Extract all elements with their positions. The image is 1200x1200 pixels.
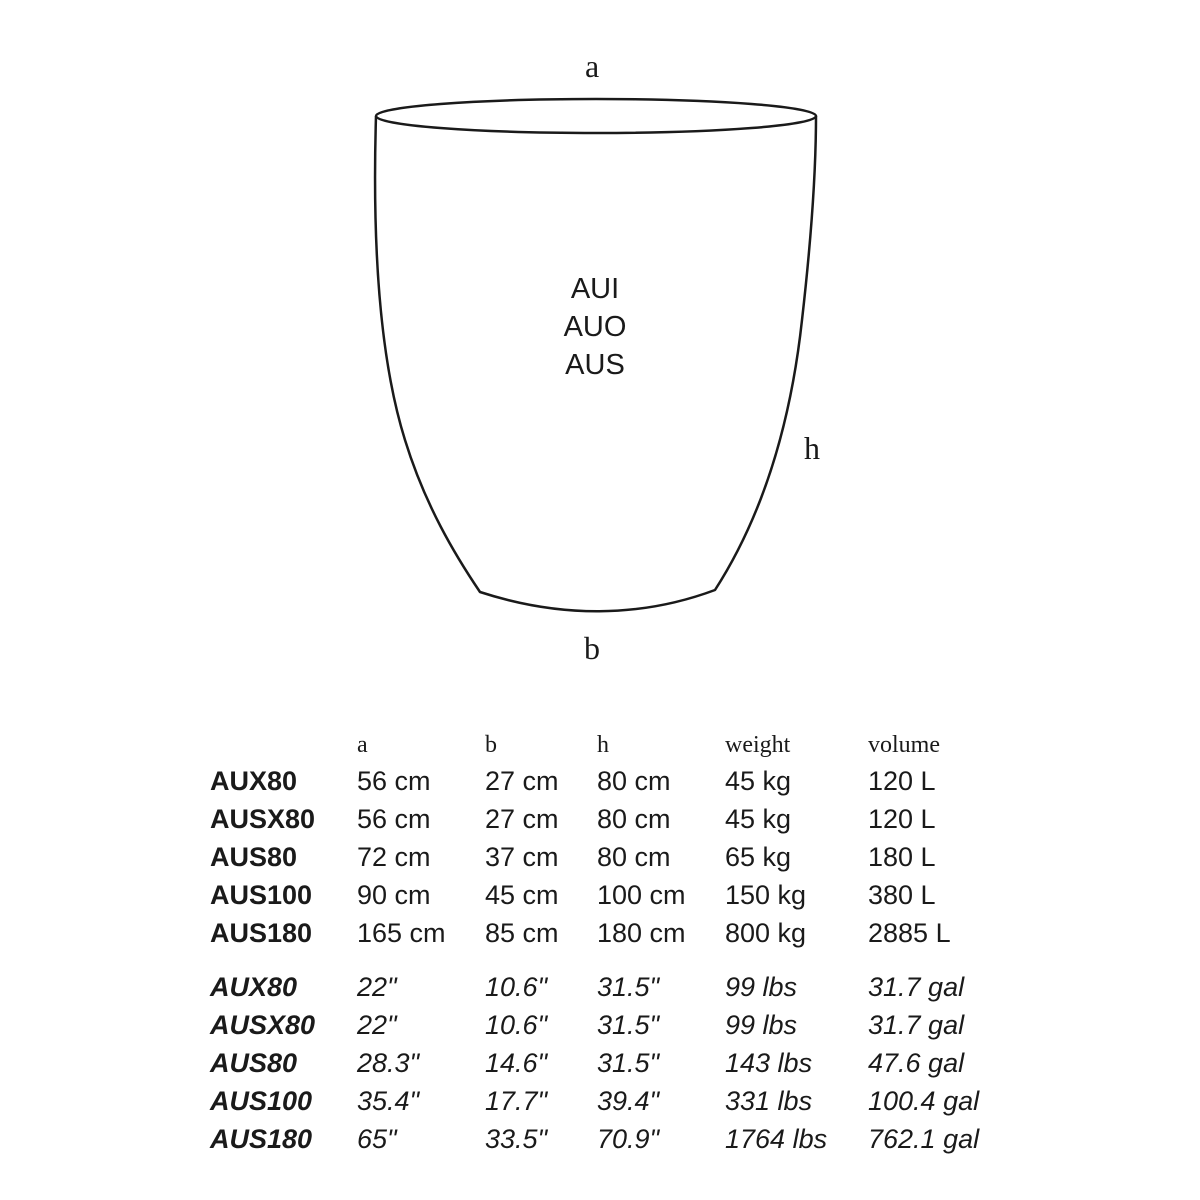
cell-weight: 150 kg [725,880,807,911]
cell-model: AUS100 [210,1086,313,1117]
cell-h: 31.5" [597,1047,660,1078]
cell-a: 28.3" [357,1047,420,1078]
cell-b: 85 cm [485,918,559,949]
cell-a: 65" [357,1124,397,1155]
cell-weight: 143 lbs [725,1047,813,1078]
cell-a: 165 cm [357,918,446,949]
cell-weight: 99 lbs [725,971,798,1002]
cell-volume: 380 L [868,880,936,911]
cell-b: 37 cm [485,841,559,872]
header-volume: volume [868,731,940,758]
cell-volume: 2885 L [868,918,951,949]
header-model [210,728,357,762]
cell-weight: 65 kg [725,841,792,872]
cell-h: 180 cm [597,918,686,949]
cell-a: 35.4" [357,1086,420,1117]
cell-weight: 800 kg [725,918,807,949]
table-row [210,800,1018,838]
cell-volume: 180 L [868,841,936,872]
header-b: b [485,731,497,758]
planter-rim [376,99,816,133]
cell-model: AUSX80 [210,803,316,834]
header-weight: weight [725,731,791,758]
cell-volume: 120 L [868,803,936,834]
model-code: AUO [563,311,627,343]
cell-volume: 100.4 gal [868,1086,980,1117]
table-row [210,1083,1018,1121]
table-row [210,968,1018,1006]
table-row [210,1006,1018,1044]
cell-model: AUS100 [210,880,313,911]
model-code: AUS [565,349,625,381]
cell-a: 56 cm [357,765,431,796]
cell-model: AUSX80 [210,1009,316,1040]
cell-weight: 1764 lbs [725,1124,828,1155]
table-row [210,1121,1018,1159]
table-row [210,877,1018,915]
table-header-row [210,728,1018,762]
cell-volume: 31.7 gal [868,971,965,1002]
dimensions-table [210,728,1018,1159]
cell-b: 27 cm [485,765,559,796]
cell-weight: 99 lbs [725,1009,798,1040]
cell-weight: 45 kg [725,765,792,796]
cell-model: AUS180 [210,918,313,949]
cell-h: 31.5" [597,971,660,1002]
cell-a: 22" [357,1009,397,1040]
cell-weight: 331 lbs [725,1086,813,1117]
cell-h: 80 cm [597,765,671,796]
cell-h: 70.9" [597,1124,660,1155]
cell-h: 80 cm [597,803,671,834]
cell-h: 80 cm [597,841,671,872]
cell-b: 10.6" [485,1009,548,1040]
cell-model: AUX80 [210,765,298,796]
table-row [210,1044,1018,1082]
cell-a: 90 cm [357,880,431,911]
table-spacer [210,953,1018,968]
cell-h: 100 cm [597,880,686,911]
cell-volume: 120 L [868,765,936,796]
cell-a: 72 cm [357,841,431,872]
dimension-label-b: b [584,630,600,666]
header-a: a [357,731,368,758]
cell-model: AUS80 [210,841,298,872]
cell-model: AUS80 [210,1047,298,1078]
cell-volume: 31.7 gal [868,1009,965,1040]
cell-b: 27 cm [485,803,559,834]
dimension-label-a: a [585,48,600,84]
cell-h: 39.4" [597,1086,660,1117]
cell-weight: 45 kg [725,803,792,834]
table-row [210,915,1018,953]
cell-volume: 47.6 gal [868,1047,965,1078]
cell-volume: 762.1 gal [868,1124,980,1155]
cell-b: 10.6" [485,971,548,1002]
table-row [210,838,1018,876]
cell-b: 33.5" [485,1124,548,1155]
cell-model: AUS180 [210,1124,313,1155]
cell-a: 22" [357,971,397,1002]
model-code: AUI [570,273,620,305]
cell-b: 14.6" [485,1047,548,1078]
cell-a: 56 cm [357,803,431,834]
header-h: h [597,731,609,758]
model-codes [500,270,690,384]
dimension-label-h: h [804,430,820,466]
cell-h: 31.5" [597,1009,660,1040]
cell-model: AUX80 [210,971,298,1002]
table-row [210,762,1018,800]
cell-b: 45 cm [485,880,559,911]
cell-b: 17.7" [485,1086,548,1117]
